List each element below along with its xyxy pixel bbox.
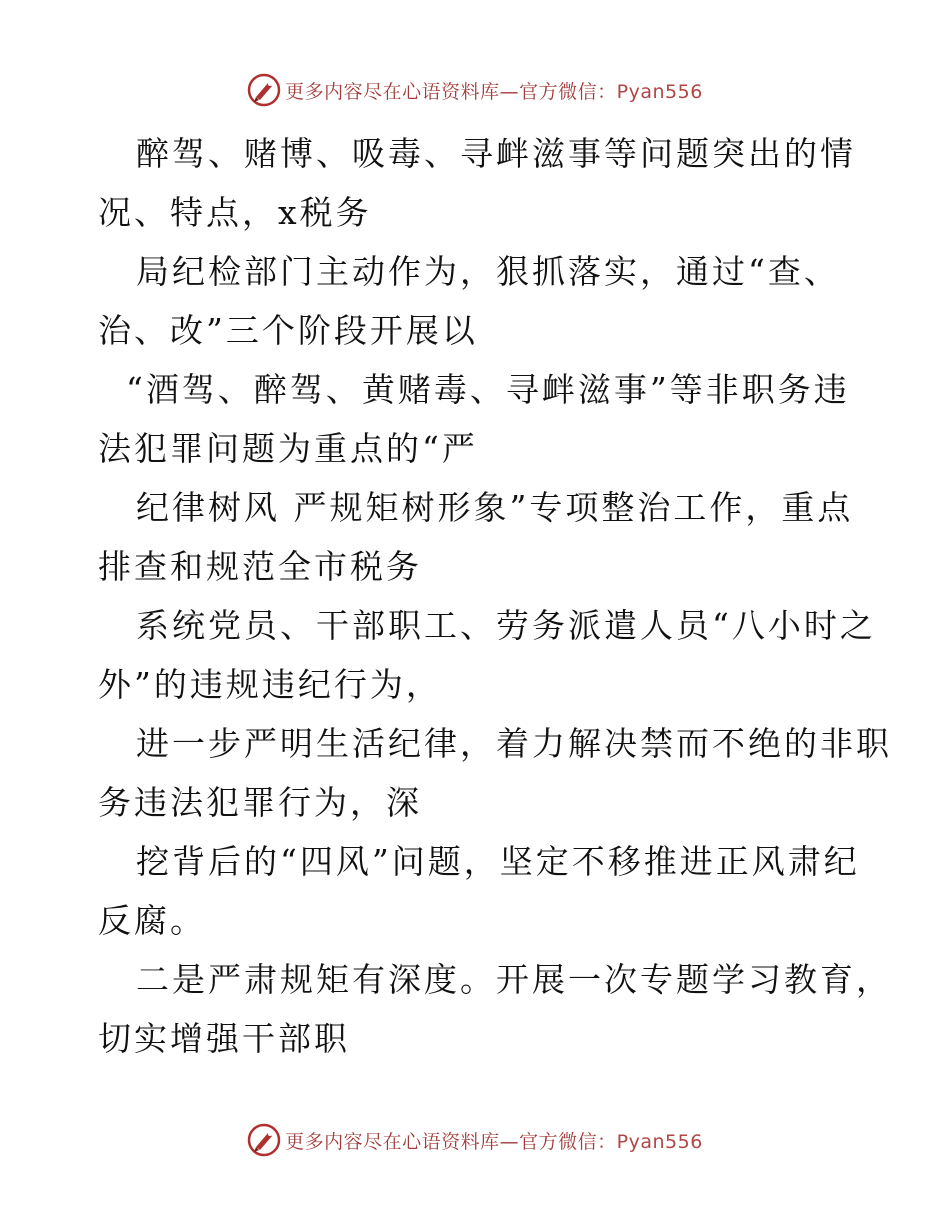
text-line: 法犯罪问题为重点的“严 bbox=[98, 429, 478, 468]
text-line: 治、改”三个阶段开展以 bbox=[98, 311, 478, 350]
text-line: 二是严肃规矩有深度。开展一次专题学习教育， bbox=[136, 960, 892, 999]
footer-wechat-id: Pyan556 bbox=[616, 1130, 703, 1153]
text-line: 排查和规范全市税务 bbox=[98, 547, 422, 586]
text-line: 切实增强干部职 bbox=[98, 1019, 350, 1058]
header-banner-text: 更多内容尽在心语资料库—官方微信：Pyan556 bbox=[285, 80, 703, 103]
document-body bbox=[98, 124, 892, 1068]
pen-logo-icon bbox=[247, 1123, 281, 1157]
text-line: 纪律树风 严规矩树形象”专项整治工作，重点 bbox=[136, 488, 854, 527]
text-line: 局纪检部门主动作为，狠抓落实，通过“查、 bbox=[136, 252, 840, 291]
text-line: 挖背后的“四风”问题，坚定不移推进正风肃纪 bbox=[136, 842, 860, 881]
text-line: 况、特点，x税务 bbox=[98, 193, 372, 232]
text-line: 醉驾、赌博、吸毒、寻衅滋事等问题突出的情 bbox=[136, 134, 856, 173]
header-wechat-id: Pyan556 bbox=[616, 80, 703, 103]
footer-banner-text: 更多内容尽在心语资料库—官方微信：Pyan556 bbox=[285, 1130, 703, 1153]
text-line: 务违法犯罪行为，深 bbox=[98, 783, 422, 822]
footer-banner bbox=[0, 1120, 950, 1160]
pen-logo-icon bbox=[247, 73, 281, 107]
text-line: 系统党员、干部职工、劳务派遣人员“八小时之 bbox=[136, 606, 876, 645]
text-line: 外”的违规违纪行为， bbox=[98, 665, 442, 704]
header-banner bbox=[0, 70, 950, 110]
text-line: 进一步严明生活纪律，着力解决禁而不绝的非职 bbox=[136, 724, 892, 763]
text-line: “酒驾、醉驾、黄赌毒、寻衅滋事”等非职务违 bbox=[126, 370, 850, 409]
text-line: 反腐。 bbox=[98, 901, 206, 940]
